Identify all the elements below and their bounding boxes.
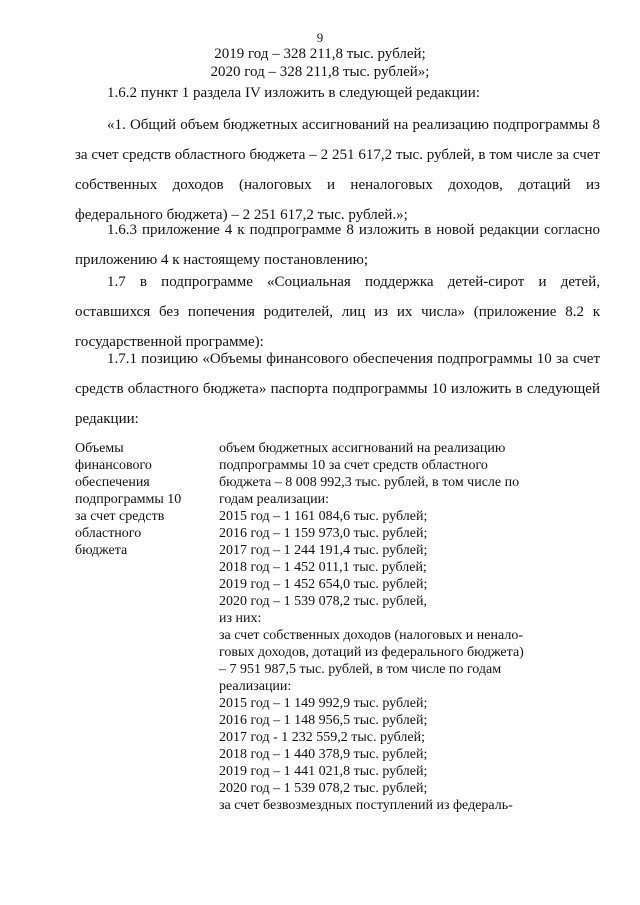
table-right-line: бюджета – 8 008 992,3 тыс. рублей, в том числе по — [219, 475, 520, 490]
table-left-line: финансового — [75, 458, 152, 473]
table-right-line: реализации: — [219, 679, 292, 694]
table-right-line: 2017 год – 1 244 191,4 тыс. рублей; — [219, 543, 428, 558]
table-right-line: 2016 год – 1 148 956,5 тыс. рублей; — [219, 713, 428, 728]
table-right-line: 2015 год – 1 149 992,9 тыс. рублей; — [219, 696, 428, 711]
table-right-line: за счет безвозмездных поступлений из федераль- — [219, 798, 513, 813]
table-right-line: 2020 год – 1 539 078,2 тыс. рублей, — [219, 594, 427, 609]
table-right-line: говых доходов, дотаций из федерального бюджета) — [219, 645, 524, 660]
table-right-line: 2018 год – 1 452 011,1 тыс. рублей; — [219, 560, 427, 575]
continuation-line-2020: 2020 год – 328 211,8 тыс. рублей»; — [210, 64, 430, 80]
table-right-line: 2018 год – 1 440 378,9 тыс. рублей; — [219, 747, 428, 762]
passport-table-right-cell — [219, 440, 569, 814]
table-right-line: 2019 год – 1 441 021,8 тыс. рублей; — [219, 764, 428, 779]
table-right-line: объем бюджетных ассигнований на реализацию — [219, 441, 506, 456]
paragraph-quote-budget: «1. Общий объем бюджетных ассигнований на реализацию подпрограммы 8 за счет средств областного бюджета – 2 251 617,2 тыс. рублей, в том числе за счет собственных доходов (налоговых и неналоговых доходов, дотаций из федерального бюджета) – 2 251 617,2 тыс. рублей.»; — [75, 117, 600, 223]
paragraph-1-6-2: 1.6.2 пункт 1 раздела IV изложить в следующей редакции: — [107, 85, 480, 101]
table-right-line: подпрограммы 10 за счет средств областного — [219, 458, 488, 473]
page-number: 9 — [316, 30, 324, 45]
table-left-line: областного — [75, 526, 142, 541]
continuation-line-2019: 2019 год – 328 211,8 тыс. рублей; — [214, 46, 426, 62]
table-right-line: годам реализации: — [219, 492, 329, 507]
table-right-line: за счет собственных доходов (налоговых и ненало- — [219, 628, 523, 643]
table-right-line: 2019 год – 1 452 654,0 тыс. рублей; — [219, 577, 428, 592]
table-right-line: 2016 год – 1 159 973,0 тыс. рублей; — [219, 526, 428, 541]
table-left-line: подпрограммы 10 — [75, 492, 182, 507]
table-right-line: из них: — [219, 611, 262, 626]
table-left-line: за счет средств — [75, 509, 165, 524]
paragraph-1-7: 1.7 в подпрограмме «Социальная поддержка детей-сирот и детей, оставшихся без попечения родителей, лиц из их числа» (приложение 8.2 к государственной программе): — [75, 274, 600, 350]
paragraph-1-7-1: 1.7.1 позицию «Объемы финансового обеспечения подпрограммы 10 за счет средств областного бюджета» паспорта подпрограммы 10 изложить в следующей редакции: — [75, 351, 600, 427]
table-right-line: 2017 год - 1 232 559,2 тыс. рублей; — [219, 730, 426, 745]
table-left-line: обеспечения — [75, 475, 150, 490]
paragraph-1-6-3: 1.6.3 приложение 4 к подпрограмме 8 изложить в новой редакции согласно приложению 4 к настоящему постановлению; — [75, 222, 600, 268]
table-right-line: 2015 год – 1 161 084,6 тыс. рублей; — [219, 509, 428, 524]
table-left-line: Объемы — [75, 441, 124, 456]
table-left-line: бюджета — [75, 543, 128, 558]
table-right-line: – 7 951 987,5 тыс. рублей, в том числе по годам — [219, 662, 502, 677]
passport-table-left-cell — [75, 440, 200, 559]
table-right-line: 2020 год – 1 539 078,2 тыс. рублей; — [219, 781, 428, 796]
